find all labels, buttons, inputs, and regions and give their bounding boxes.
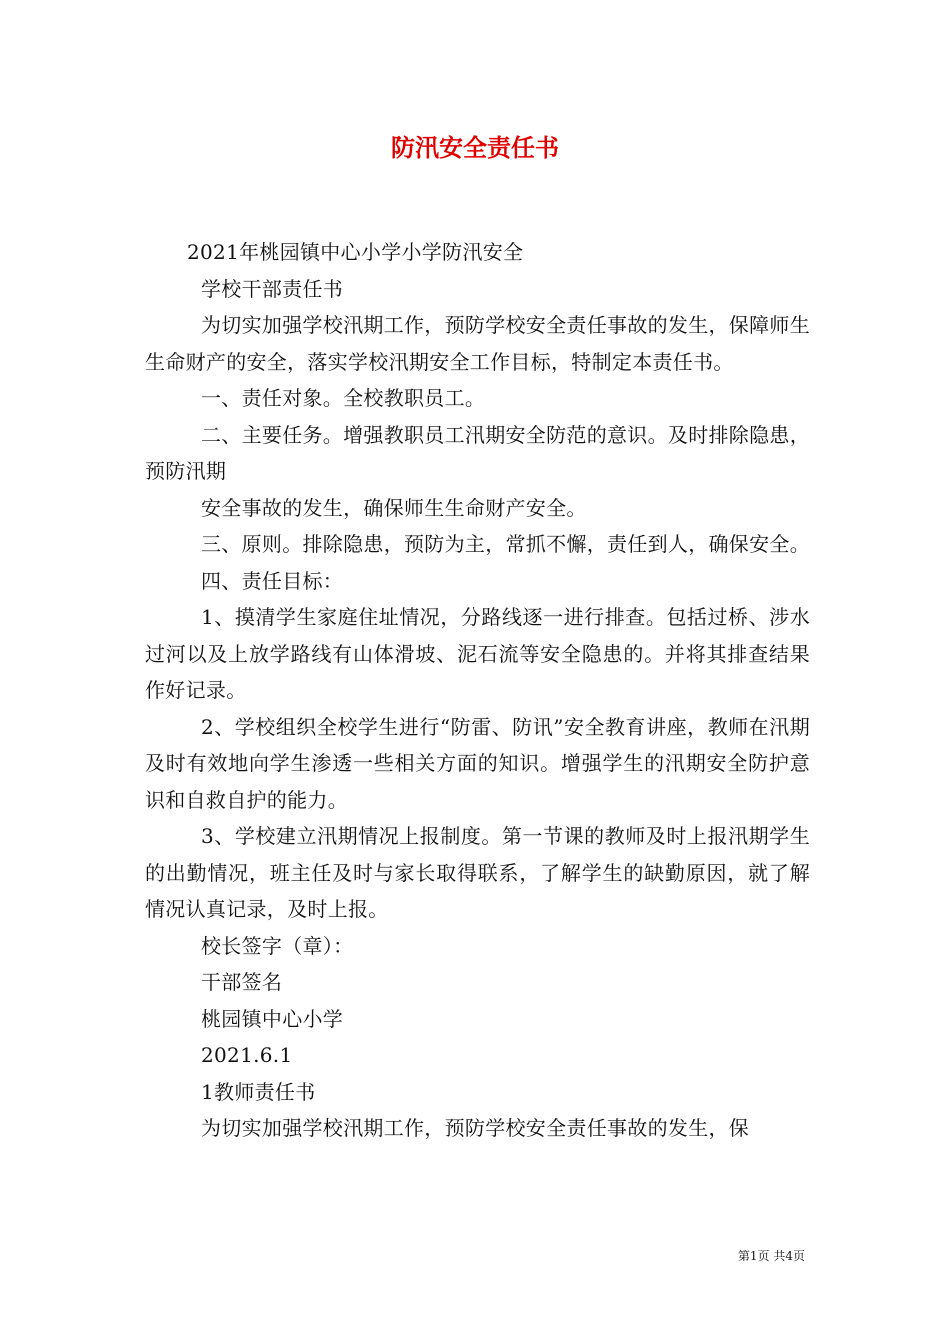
date-line: 2021.6.1 <box>201 1043 293 1067</box>
paragraph-heading-line2: 学校干部责任书 <box>201 276 344 301</box>
document-body <box>145 234 810 1147</box>
paragraph-section-2: 二、主要任务。增强教职员工汛期安全防范的意识。及时排除隐患，预防汛期 <box>145 422 810 483</box>
document-title: 防汛安全责任书 <box>391 134 559 162</box>
teacher-section-heading: 1教师责任书 <box>201 1079 316 1104</box>
paragraph-goal-1: 1、摸清学生家庭住址情况，分路线逐一进行排查。包括过桥、涉水过河以及上放学路线有山体滑坡、泥石流等安全隐患的。并将其排查结果作好记录。 <box>145 605 810 702</box>
paragraph-heading-line1: 2021年桃园镇中心小学小学防汛安全 <box>187 240 524 264</box>
page-number-footer: 第1页 共4页 <box>737 1249 805 1263</box>
paragraph-goal-3: 3、学校建立汛期情况上报制度。第一节课的教师及时上报汛期学生的出勤情况，班主任及时与家长取得联系，了解学生的缺勤原因，就了解情况认真记录，及时上报。 <box>145 824 810 921</box>
paragraph-goal-2: 2、学校组织全校学生进行“防雷、防讯”安全教育讲座，教师在汛期及时有效地向学生渗透一些相关方面的知识。增强学生的汛期安全防护意识和自救自护的能力。 <box>145 714 810 812</box>
school-name-line: 桃园镇中心小学 <box>201 1006 344 1031</box>
paragraph-section-2-cont: 安全事故的发生，确保师生生命财产安全。 <box>201 495 587 520</box>
paragraph-intro: 为切实加强学校汛期工作，预防学校安全责任事故的发生，保障师生生命财产的安全，落实学校汛期安全工作目标，特制定本责任书。 <box>145 313 810 374</box>
principal-signature-line: 校长签字（章）： <box>201 933 354 958</box>
paragraph-section-4: 四、责任目标： <box>201 568 344 593</box>
paragraph-section-3: 三、原则。排除隐患，预防为主，常抓不懈，责任到人，确保安全。 <box>201 532 810 556</box>
paragraph-section-1: 一、责任对象。全校教职员工。 <box>201 386 486 410</box>
teacher-section-intro: 为切实加强学校汛期工作，预防学校安全责任事故的发生，保 <box>201 1116 750 1140</box>
cadre-signature-line: 干部签名 <box>201 970 283 994</box>
